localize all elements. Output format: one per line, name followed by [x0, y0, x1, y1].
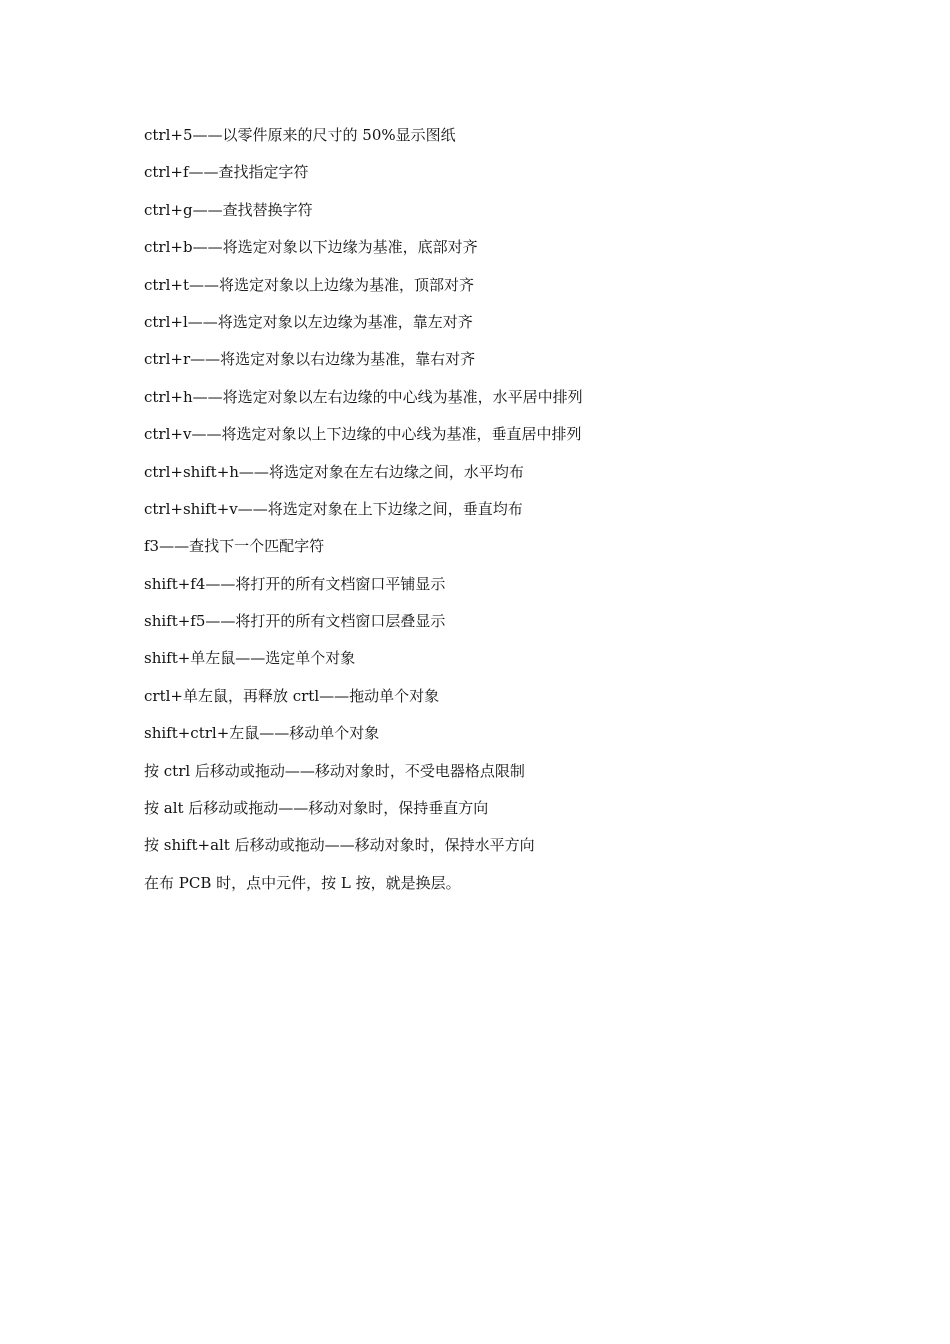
shortcut-line: 在布 PCB 时，点中元件，按 L 按，就是换层。: [144, 873, 461, 892]
shortcut-line: ctrl+b——将选定对象以下边缘为基准，底部对齐: [144, 238, 478, 257]
shortcut-line: shift+ctrl+左鼠——移动单个对象: [144, 724, 380, 743]
shortcut-line: ctrl+t——将选定对象以上边缘为基准，顶部对齐: [144, 275, 474, 294]
shortcut-line: ctrl+r——将选定对象以右边缘为基准，靠右对齐: [144, 350, 476, 369]
shortcut-line: crtl+单左鼠，再释放 crtl——拖动单个对象: [144, 686, 440, 705]
shortcut-line: shift+单左鼠——选定单个对象: [144, 649, 356, 668]
shortcut-line: ctrl+shift+h——将选定对象在左右边缘之间，水平均布: [144, 462, 524, 481]
shortcut-line: f3——查找下一个匹配字符: [144, 537, 325, 556]
shortcut-line: shift+f5——将打开的所有文档窗口层叠显示: [144, 612, 446, 631]
shortcut-line: ctrl+l——将选定对象以左边缘为基准，靠左对齐: [144, 312, 473, 331]
shortcut-line: ctrl+shift+v——将选定对象在上下边缘之间，垂直均布: [144, 499, 523, 518]
shortcut-line: ctrl+f——查找指定字符: [144, 163, 309, 182]
shortcut-line: 按 ctrl 后移动或拖动——移动对象时，不受电器格点限制: [144, 761, 525, 780]
shortcut-line: ctrl+5——以零件原来的尺寸的 50%显示图纸: [144, 126, 456, 144]
shortcut-list: [144, 124, 864, 909]
shortcut-line: 按 alt 后移动或拖动——移动对象时，保持垂直方向: [144, 799, 489, 818]
shortcut-line: ctrl+h——将选定对象以左右边缘的中心线为基准，水平居中排列: [144, 387, 583, 406]
shortcut-line: shift+f4——将打开的所有文档窗口平铺显示: [144, 574, 446, 593]
shortcut-line: ctrl+v——将选定对象以上下边缘的中心线为基准，垂直居中排列: [144, 425, 582, 444]
shortcut-line: 按 shift+alt 后移动或拖动——移动对象时，保持水平方向: [144, 836, 535, 855]
shortcut-line: ctrl+g——查找替换字符: [144, 200, 313, 219]
